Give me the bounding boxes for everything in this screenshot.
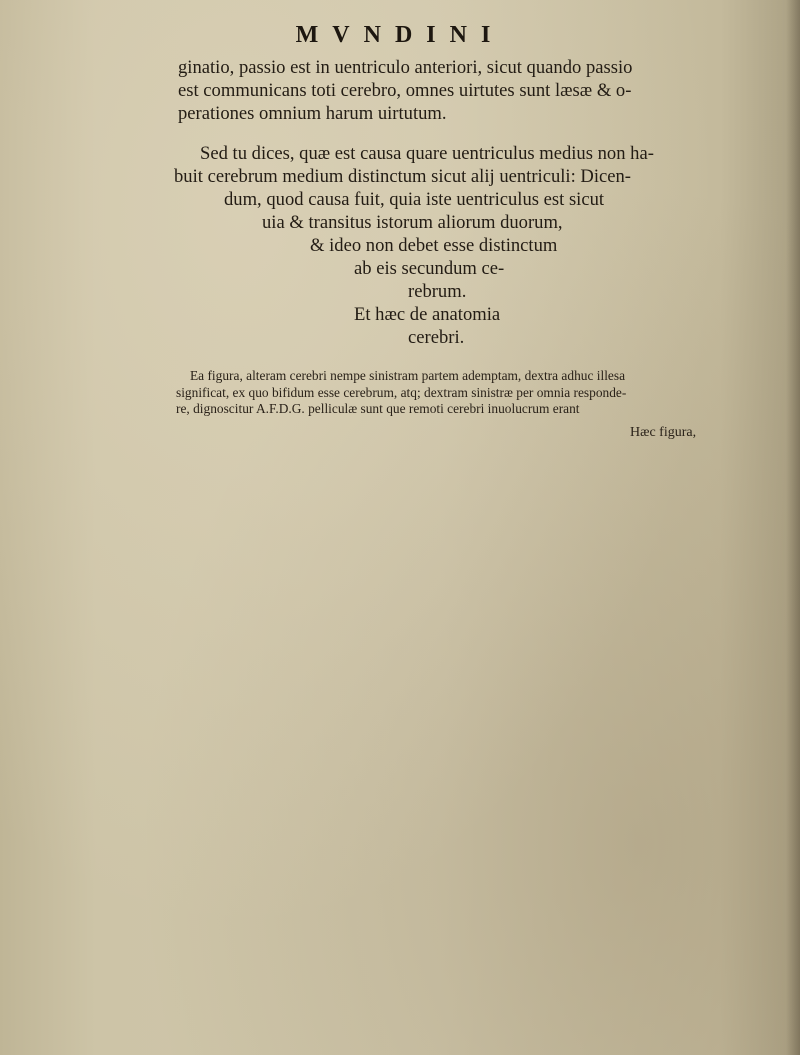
caption-line: re, dignoscitur A.F.D.G. pelliculæ sunt que remoti cerebri inuolucrum erant — [176, 401, 580, 416]
running-header: MVNDINI — [295, 22, 505, 48]
caption-line: significat, ex quo bifidum esse cerebrum, atq; dextram sinistræ per omnia responde- — [176, 384, 627, 400]
paragraph-2 — [174, 142, 718, 349]
text-line: dum, quod causa fuit, quia iste uentriculus est sicut — [224, 189, 605, 210]
text-line: uia & transitus istorum aliorum duorum, — [262, 212, 563, 233]
catchword: Hæc figura, — [630, 425, 697, 440]
text-line: Et hæc de anatomia — [354, 304, 501, 325]
text-line: ginatio, passio est in uentriculo anteriori, sicut quando passio — [178, 57, 633, 78]
paragraph-1 — [178, 56, 718, 125]
text-line: cerebri. — [408, 327, 465, 348]
text-line: & ideo non debet esse distinctum — [310, 235, 558, 256]
text-line: perationes omnium harum uirtutum. — [178, 103, 447, 124]
text-line: ab eis secundum ce- — [354, 258, 505, 279]
text-line: est communicans toti cerebro, omnes uirtutes sunt læsæ & o- — [178, 80, 632, 101]
text-line: Sed tu dices, quæ est causa quare uentriculus medius non ha- — [200, 143, 654, 164]
page-gutter-shadow — [786, 0, 800, 1055]
figure-caption — [176, 368, 716, 418]
text-line: rebrum. — [408, 281, 467, 302]
text-line: buit cerebrum medium distinctum sicut alij uentriculi: Dicen- — [174, 166, 631, 187]
caption-line: Ea figura, alteram cerebri nempe sinistram partem ademptam, dextra adhuc illesa — [190, 368, 626, 383]
